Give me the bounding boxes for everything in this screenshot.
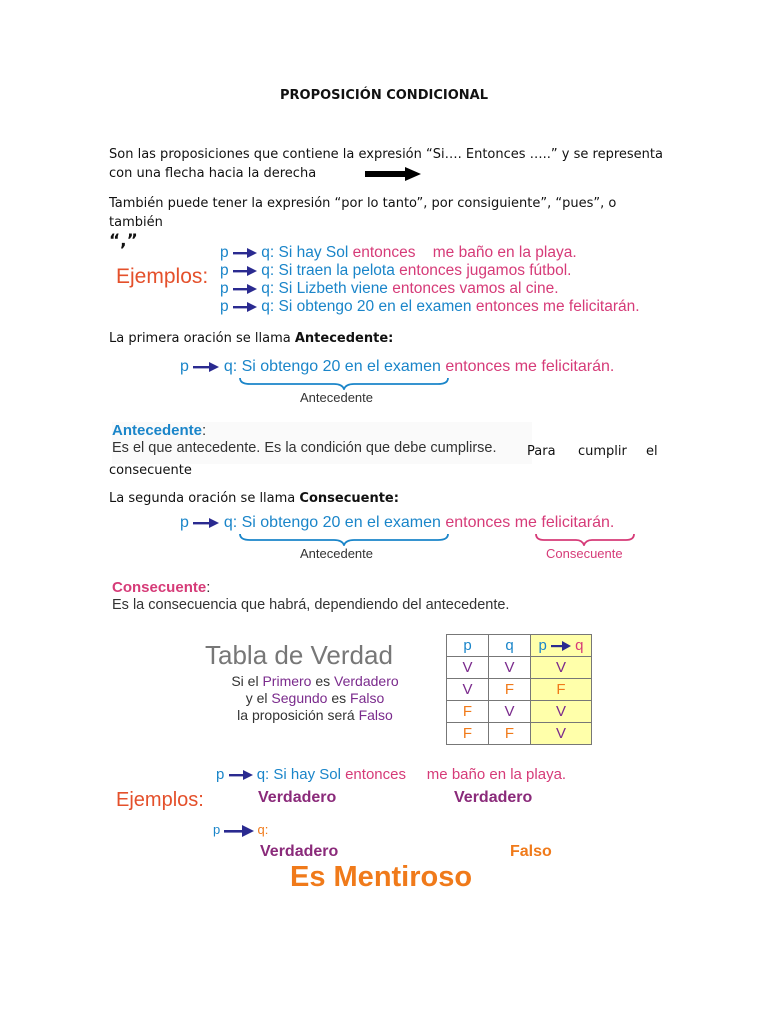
table-row [447, 679, 592, 701]
rule-text: es [327, 690, 351, 706]
antecedent-tail-2: cumplir [578, 444, 627, 459]
consequent-intro-bold: Consecuente: [299, 491, 399, 506]
header-p: p [447, 635, 489, 657]
truth-table-title: Tabla de Verdad [205, 640, 393, 670]
table-cell: F [531, 679, 592, 701]
table-row [447, 701, 592, 723]
table-cell: F [447, 701, 489, 723]
expression-line-2: “,” [109, 231, 138, 251]
example-row [220, 244, 640, 262]
q-symbol: q: [223, 514, 238, 531]
antecedent-heading-wrap [112, 422, 532, 439]
antecedent-heading: Antecedente [112, 422, 203, 439]
figure-sentence [180, 514, 650, 532]
expression-line-1: También puede tener la expresión “por lo tanto”, por consiguiente”, “pues”, o también [109, 196, 617, 230]
table-cell: F [489, 679, 531, 701]
antecedent-intro-bold: Antecedente: [294, 331, 394, 346]
example-row [220, 262, 640, 280]
conditional-arrow-icon [193, 518, 219, 528]
antecedent-figure [180, 358, 640, 410]
p-symbol: p [220, 280, 229, 297]
page-title: PROPOSICIÓN CONDICIONAL [280, 88, 488, 103]
examples-figure-1 [112, 240, 672, 320]
p-symbol: p [216, 766, 225, 783]
table-cell: F [489, 723, 531, 745]
truth-table-caption [205, 640, 425, 740]
examples-label: Ejemplos: [116, 789, 204, 811]
q-symbol: q: [261, 298, 275, 315]
antecedent-definition-box [112, 422, 532, 464]
rule-line-3 [205, 707, 425, 724]
conditional-arrow-icon [229, 770, 253, 780]
header-p-implies-q [531, 635, 592, 657]
conditional-arrow-icon [193, 362, 219, 372]
consequent-brace-label: Consecuente [546, 546, 623, 561]
antecedent-tail-line2: consecuente [109, 463, 192, 478]
examples-figure-2 [112, 764, 632, 904]
q-symbol: q: [257, 822, 269, 837]
rule-line-2 [205, 690, 425, 707]
conditional-arrow-icon [224, 825, 254, 837]
rule-line-1 [205, 673, 425, 690]
consequent-text: entonces vamos al cine. [392, 280, 559, 297]
rule-highlight: Falso [350, 690, 385, 706]
table-cell: V [531, 701, 592, 723]
consequent-heading-wrap [112, 579, 532, 596]
consequent-text: entonces me felicitarán. [475, 298, 640, 315]
antecedent-intro-text: La primera oración se llama [109, 331, 295, 346]
examples-list [220, 244, 640, 316]
conditional-arrow-icon [233, 248, 257, 258]
table-header-row [447, 635, 592, 657]
antecedent-text: Si traen la pelota [278, 262, 395, 279]
p-symbol: p [180, 358, 189, 375]
table-cell: V [489, 701, 531, 723]
rule-text: es [311, 673, 335, 689]
consequent-definition-box [112, 579, 532, 613]
p-symbol: p [220, 298, 229, 315]
antecedent-brace [238, 532, 450, 546]
antecedent-text: Si hay Sol [278, 244, 349, 261]
consequent-intro-text: La segunda oración se llama [109, 491, 300, 506]
example-row [216, 766, 566, 783]
rule-highlight: Primero [262, 673, 312, 689]
intro-line-1: Son las proposiciones que contiene la expresión “Si…. Entonces …..” y se representa [109, 147, 663, 162]
conditional-arrow-icon [233, 284, 257, 294]
antecedent-tail-1: Para [527, 444, 556, 459]
rule-text: Si el [231, 673, 263, 689]
consequent-brace [534, 532, 636, 546]
rule-highlight: Segundo [271, 690, 328, 706]
p-symbol: p [180, 514, 189, 531]
antecedent-text: Si obtengo 20 en el examen [241, 358, 441, 375]
header-q: q [489, 635, 531, 657]
intro-paragraph [109, 145, 669, 183]
conditional-arrow-icon [233, 302, 257, 312]
consequent-text: entonces me felicitarán. [445, 358, 615, 375]
rule-text: y el [245, 690, 272, 706]
antecedent-definition-text: Es el que antecedente. Es la condición que debe cumplirse. [112, 440, 497, 456]
antecedent-text: Si hay Sol [273, 766, 341, 783]
antecedent-text: Si obtengo 20 en el examen [278, 298, 472, 315]
conclusion-label: Es Mentiroso [290, 861, 473, 893]
antecedent-text: Si Lizbeth viene [278, 280, 388, 297]
q-symbol: q: [261, 244, 275, 261]
antecedent-colon: : [202, 422, 207, 439]
q-symbol: q: [261, 262, 275, 279]
q-symbol: q: [261, 280, 275, 297]
consequent-figure [180, 514, 650, 566]
consequent-text: entonces jugamos fútbol. [399, 262, 572, 279]
antecedent-brace-label: Antecedente [300, 546, 374, 561]
table-cell: V [447, 657, 489, 679]
antecedent-brace-label: Antecedente [300, 390, 374, 405]
right-arrow-icon [365, 167, 421, 181]
consequent-intro [109, 491, 399, 506]
q-symbol: q [575, 637, 584, 654]
antecedent-intro [109, 331, 393, 346]
table-cell: V [531, 657, 592, 679]
p-symbol: p [213, 822, 221, 837]
falso-label: Falso [510, 843, 552, 860]
examples-label: Ejemplos: [116, 265, 209, 288]
p-symbol: p [538, 637, 547, 654]
q-symbol: q: [223, 358, 238, 375]
truth-table-rule [205, 673, 425, 724]
consequent-text: entonces me felicitarán. [445, 514, 615, 531]
table-cell: F [447, 723, 489, 745]
verdadero-label-1: Verdadero [258, 789, 337, 806]
example-row [220, 280, 640, 298]
consequent-heading: Consecuente [112, 579, 207, 596]
consequent-definition-text: Es la consecuencia que habrá, dependiendo del antecedente. [112, 597, 510, 613]
table-row [447, 657, 592, 679]
table-cell: V [489, 657, 531, 679]
consequent-text: entonces me baño en la playa. [352, 244, 577, 261]
table-row [447, 723, 592, 745]
antecedent-brace [238, 376, 450, 390]
consequent-text: entonces me baño en la playa. [345, 766, 567, 783]
verdadero-label-3: Verdadero [260, 843, 339, 860]
rule-highlight: Falso [358, 707, 393, 723]
truth-table [446, 634, 592, 745]
figure-sentence [180, 358, 640, 376]
p-symbol: p [220, 244, 229, 261]
antecedent-text: Si obtengo 20 en el examen [241, 514, 441, 531]
rule-text: la proposición será [237, 707, 359, 723]
intro-line-2: con una flecha hacia la derecha [109, 166, 317, 181]
example-row [220, 298, 640, 316]
table-cell: V [447, 679, 489, 701]
rule-highlight: Verdadero [334, 673, 399, 689]
consequent-colon: : [206, 579, 211, 596]
antecedent-tail-3: el [646, 444, 658, 459]
q-symbol: q: [256, 766, 270, 783]
table-cell: V [531, 723, 592, 745]
example-row-empty [213, 822, 268, 837]
conditional-arrow-icon [551, 641, 571, 651]
intro-line-2-wrap [109, 164, 669, 183]
verdadero-label-2: Verdadero [454, 789, 533, 806]
p-symbol: p [220, 262, 229, 279]
conditional-arrow-icon [233, 266, 257, 276]
